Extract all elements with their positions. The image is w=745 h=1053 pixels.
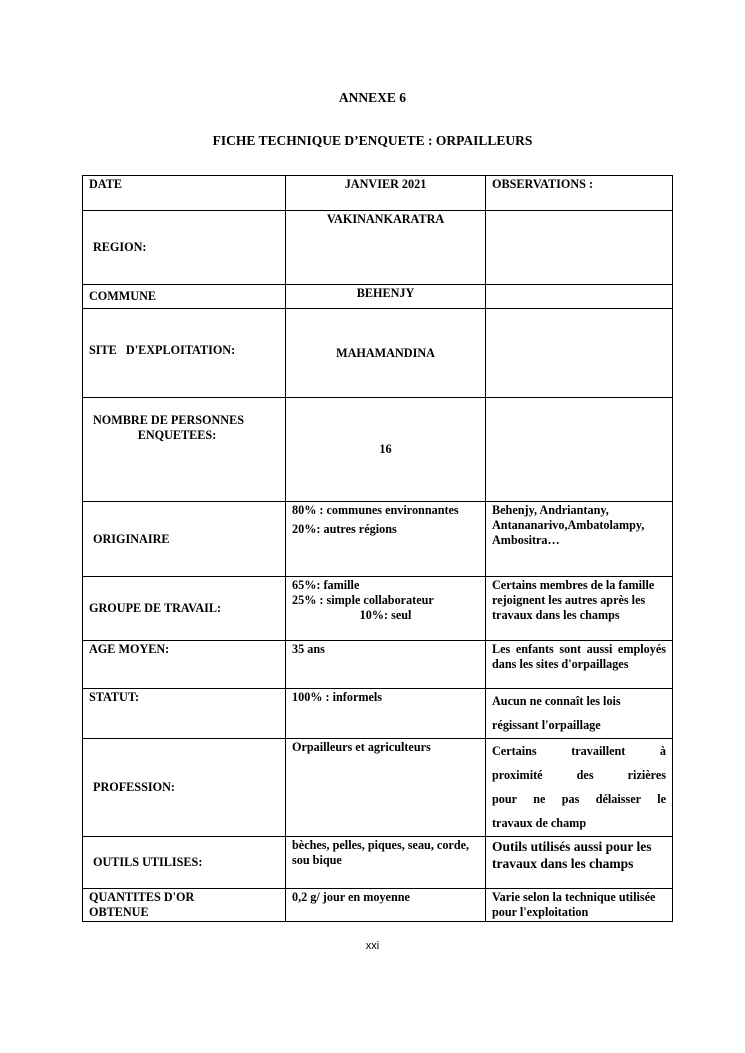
observations-header: OBSERVATIONS : xyxy=(486,176,673,211)
table-row-region xyxy=(83,211,673,285)
commune-obs xyxy=(486,285,673,309)
region-label: REGION: xyxy=(83,211,286,285)
commune-label: COMMUNE xyxy=(83,285,286,309)
profession-obs-line4: travaux de champ xyxy=(492,816,587,830)
page-number: xxi xyxy=(365,940,380,952)
age-obs: Les enfants sont aussi employés dans les sites d'orpaillages xyxy=(486,641,673,689)
personnes-label-line1: NOMBRE DE PERSONNES xyxy=(93,413,245,427)
originaire-value-line1: 80% : communes environnantes xyxy=(292,503,459,517)
statut-value: 100% : informels xyxy=(286,689,486,739)
originaire-value-line2: 20%: autres régions xyxy=(292,522,397,536)
survey-table xyxy=(82,175,673,922)
quantite-obs: Varie selon la technique utilisée pour l'exploitation xyxy=(486,889,673,922)
table-row-personnes xyxy=(83,398,673,502)
profession-obs-line2: proximité des rizières xyxy=(492,768,666,782)
table-row-statut xyxy=(83,689,673,739)
personnes-label xyxy=(83,398,286,502)
profession-value: Orpailleurs et agriculteurs xyxy=(286,739,486,837)
commune-value: BEHENJY xyxy=(286,285,486,309)
quantite-label: QUANTITES D'OR OBTENUE xyxy=(83,889,286,922)
groupe-label: GROUPE DE TRAVAIL: xyxy=(83,577,286,641)
originaire-label: ORIGINAIRE xyxy=(83,502,286,577)
originaire-obs: Behenjy, Andriantany, Antananarivo,Ambatolampy, Ambositra… xyxy=(486,502,673,577)
profession-label: PROFESSION: xyxy=(83,739,286,837)
quantite-value: 0,2 g/ jour en moyenne xyxy=(286,889,486,922)
table-row-outils xyxy=(83,837,673,889)
age-value: 35 ans xyxy=(286,641,486,689)
date-value: JANVIER 2021 xyxy=(286,176,486,211)
site-value: MAHAMANDINA xyxy=(286,309,486,398)
originaire-value xyxy=(286,502,486,577)
table-row-date xyxy=(83,176,673,211)
date-label: DATE xyxy=(83,176,286,211)
table-row-age xyxy=(83,641,673,689)
groupe-value-line1: 65%: famille xyxy=(292,578,360,592)
personnes-label-line2: ENQUETEES: xyxy=(137,428,217,442)
profession-obs-line3: pour ne pas délaisser le xyxy=(492,792,666,806)
age-label: AGE MOYEN: xyxy=(83,641,286,689)
profession-obs xyxy=(486,739,673,837)
statut-obs: Aucun ne connaît les lois régissant l'orpaillage xyxy=(486,689,673,739)
outils-obs: Outils utilisés aussi pour les travaux dans les champs xyxy=(486,837,673,889)
groupe-value xyxy=(286,577,486,641)
outils-label: OUTILS UTILISES: xyxy=(83,837,286,889)
personnes-obs xyxy=(486,398,673,502)
personnes-value: 16 xyxy=(286,398,486,502)
table-row-site xyxy=(83,309,673,398)
region-obs xyxy=(486,211,673,285)
profession-obs-line1: Certains travaillent à xyxy=(492,744,666,758)
table-row-quantite xyxy=(83,889,673,922)
groupe-value-line2: 25% : simple collaborateur xyxy=(292,593,434,607)
table-row-profession xyxy=(83,739,673,837)
site-obs xyxy=(486,309,673,398)
annex-title: ANNEXE 6 xyxy=(338,90,407,105)
outils-value: bèches, pelles, piques, seau, corde, sou bique xyxy=(286,837,486,889)
table-row-groupe xyxy=(83,577,673,641)
region-value: VAKINANKARATRA xyxy=(286,211,486,285)
document-title: FICHE TECHNIQUE D’ENQUETE : ORPAILLEURS xyxy=(212,133,533,148)
table-row-originaire xyxy=(83,502,673,577)
site-label: SITE D'EXPLOITATION: xyxy=(83,309,286,398)
groupe-obs: Certains membres de la famille rejoignent les autres après les travaux dans les champs xyxy=(486,577,673,641)
statut-label: STATUT: xyxy=(83,689,286,739)
table-row-commune xyxy=(83,285,673,309)
groupe-value-line3: 10%: seul xyxy=(359,608,412,622)
